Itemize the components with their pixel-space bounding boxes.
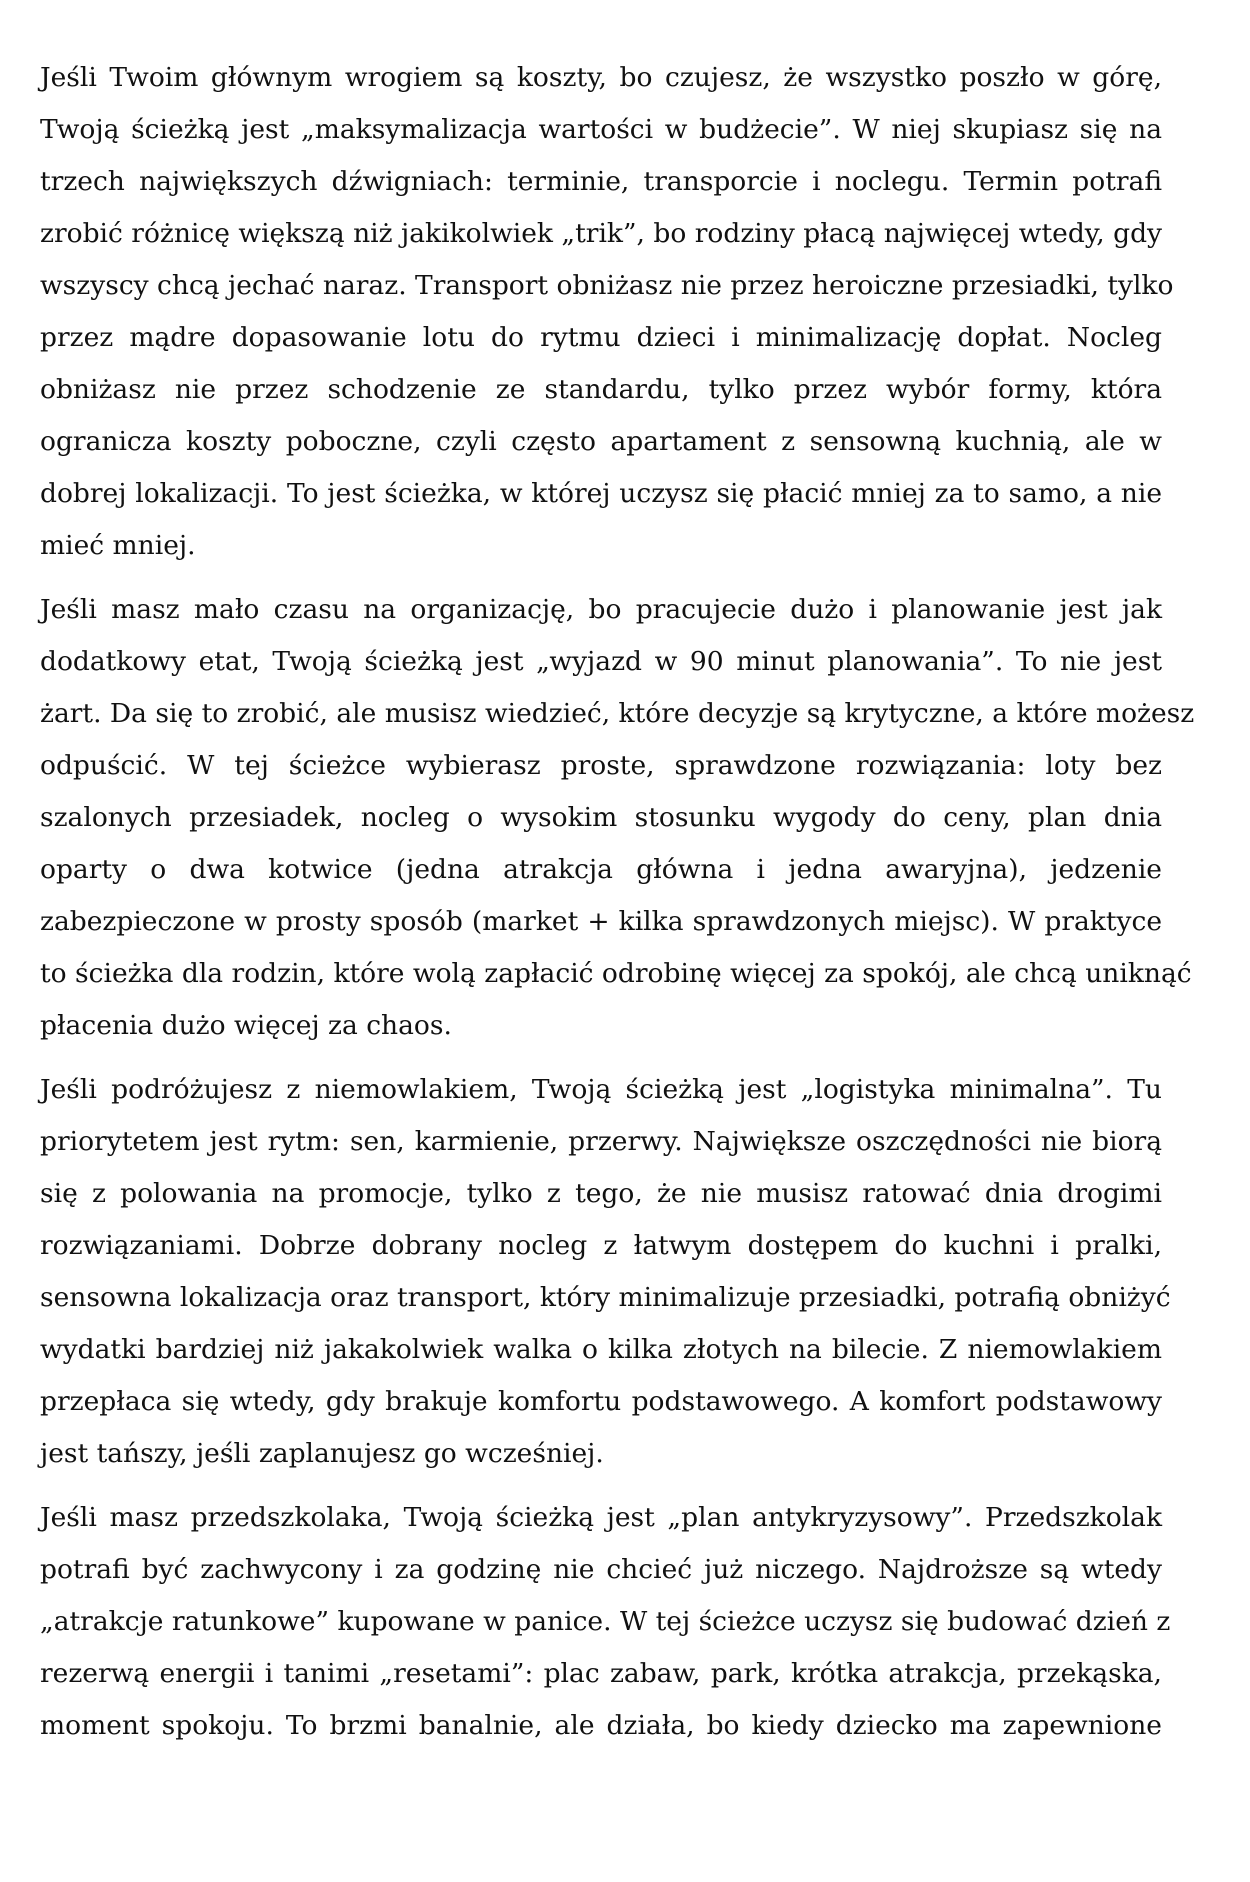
document-body (40, 52, 1195, 1764)
text-line: wydatki bardziej niż jakakolwiek walka o kilka złotych na bilecie. Z niemowlakiem (40, 1334, 1162, 1365)
text-line: płacenia dużo więcej za chaos. (40, 1010, 452, 1041)
text-line: rozwiązaniami. Dobrze dobrany nocleg z łatwym dostępem do kuchni i pralki, (40, 1230, 1162, 1261)
text-line: „atrakcje ratunkowe” kupowane w panice. W tej ścieżce uczysz się budować dzień z (40, 1606, 1171, 1637)
paragraph-infant-path (40, 1064, 1171, 1480)
text-line: Twoją ścieżką jest „maksymalizacja wartości w budżecie”. W niej skupiasz się na (40, 114, 1162, 145)
paragraph-budget-path (40, 52, 1174, 572)
text-line: mieć mniej. (40, 530, 196, 561)
text-line: Jeśli masz mało czasu na organizację, bo pracujecie dużo i planowanie jest jak (40, 594, 1162, 625)
text-line: ogranicza koszty poboczne, czyli często apartament z sensowną kuchnią, ale w (40, 426, 1162, 457)
text-line: szalonych przesiadek, nocleg o wysokim stosunku wygody do ceny, plan dnia (40, 802, 1162, 833)
text-line: moment spokoju. To brzmi banalnie, ale działa, bo kiedy dziecko ma zapewnione (40, 1710, 1162, 1741)
text-line: obniżasz nie przez schodzenie ze standardu, tylko przez wybór formy, która (40, 374, 1162, 405)
text-line: zabezpieczone w prosty sposób (market + kilka sprawdzonych miejsc). W praktyce (40, 906, 1162, 937)
text-line: priorytetem jest rytm: sen, karmienie, przerwy. Największe oszczędności nie biorą (40, 1126, 1162, 1157)
text-line: potrafi być zachwycony i za godzinę nie chcieć już niczego. Najdroższe są wtedy (40, 1554, 1162, 1585)
text-line: Jeśli Twoim głównym wrogiem są koszty, bo czujesz, że wszystko poszło w górę, (40, 62, 1162, 93)
text-line: dodatkowy etat, Twoją ścieżką jest „wyjazd w 90 minut planowania”. To nie jest (40, 646, 1162, 677)
text-line: rezerwą energii i tanimi „resetami”: plac zabaw, park, krótka atrakcja, przekąska, (40, 1658, 1162, 1689)
text-line: sensowna lokalizacja oraz transport, który minimalizuje przesiadki, potrafią obniżyć (40, 1282, 1171, 1313)
text-line: przez mądre dopasowanie lotu do rytmu dzieci i minimalizację dopłat. Nocleg (40, 322, 1162, 353)
text-line: oparty o dwa kotwice (jedna atrakcja główna i jedna awaryjna), jedzenie (40, 854, 1162, 885)
paragraph-time-path (40, 584, 1195, 1052)
text-line: dobrej lokalizacji. To jest ścieżka, w której uczysz się płacić mniej za to samo, a nie (40, 478, 1162, 509)
text-line: Jeśli podróżujesz z niemowlakiem, Twoją ścieżką jest „logistyka minimalna”. Tu (40, 1074, 1162, 1105)
text-line: to ścieżka dla rodzin, które wolą zapłacić odrobinę więcej za spokój, ale chcą uniknąć (40, 958, 1192, 989)
text-line: Jeśli masz przedszkolaka, Twoją ścieżką jest „plan antykryzysowy”. Przedszkolak (40, 1502, 1162, 1533)
text-line: się z polowania na promocje, tylko z tego, że nie musisz ratować dnia drogimi (40, 1178, 1162, 1209)
text-line: jest tańszy, jeśli zaplanujesz go wcześniej. (40, 1438, 604, 1469)
paragraph-preschooler-path (40, 1492, 1171, 1752)
text-line: zrobić różnicę większą niż jakikolwiek „trik”, bo rodziny płacą najwięcej wtedy, gdy (40, 218, 1162, 249)
text-line: wszyscy chcą jechać naraz. Transport obniżasz nie przez heroiczne przesiadki, tylko (40, 270, 1174, 301)
text-line: odpuścić. W tej ścieżce wybierasz proste, sprawdzone rozwiązania: loty bez (40, 750, 1162, 781)
text-line: trzech największych dźwigniach: terminie, transporcie i noclegu. Termin potrafi (40, 166, 1162, 197)
text-line: przepłaca się wtedy, gdy brakuje komfortu podstawowego. A komfort podstawowy (40, 1386, 1162, 1417)
text-line: żart. Da się to zrobić, ale musisz wiedzieć, które decyzje są krytyczne, a które możesz (40, 698, 1195, 729)
